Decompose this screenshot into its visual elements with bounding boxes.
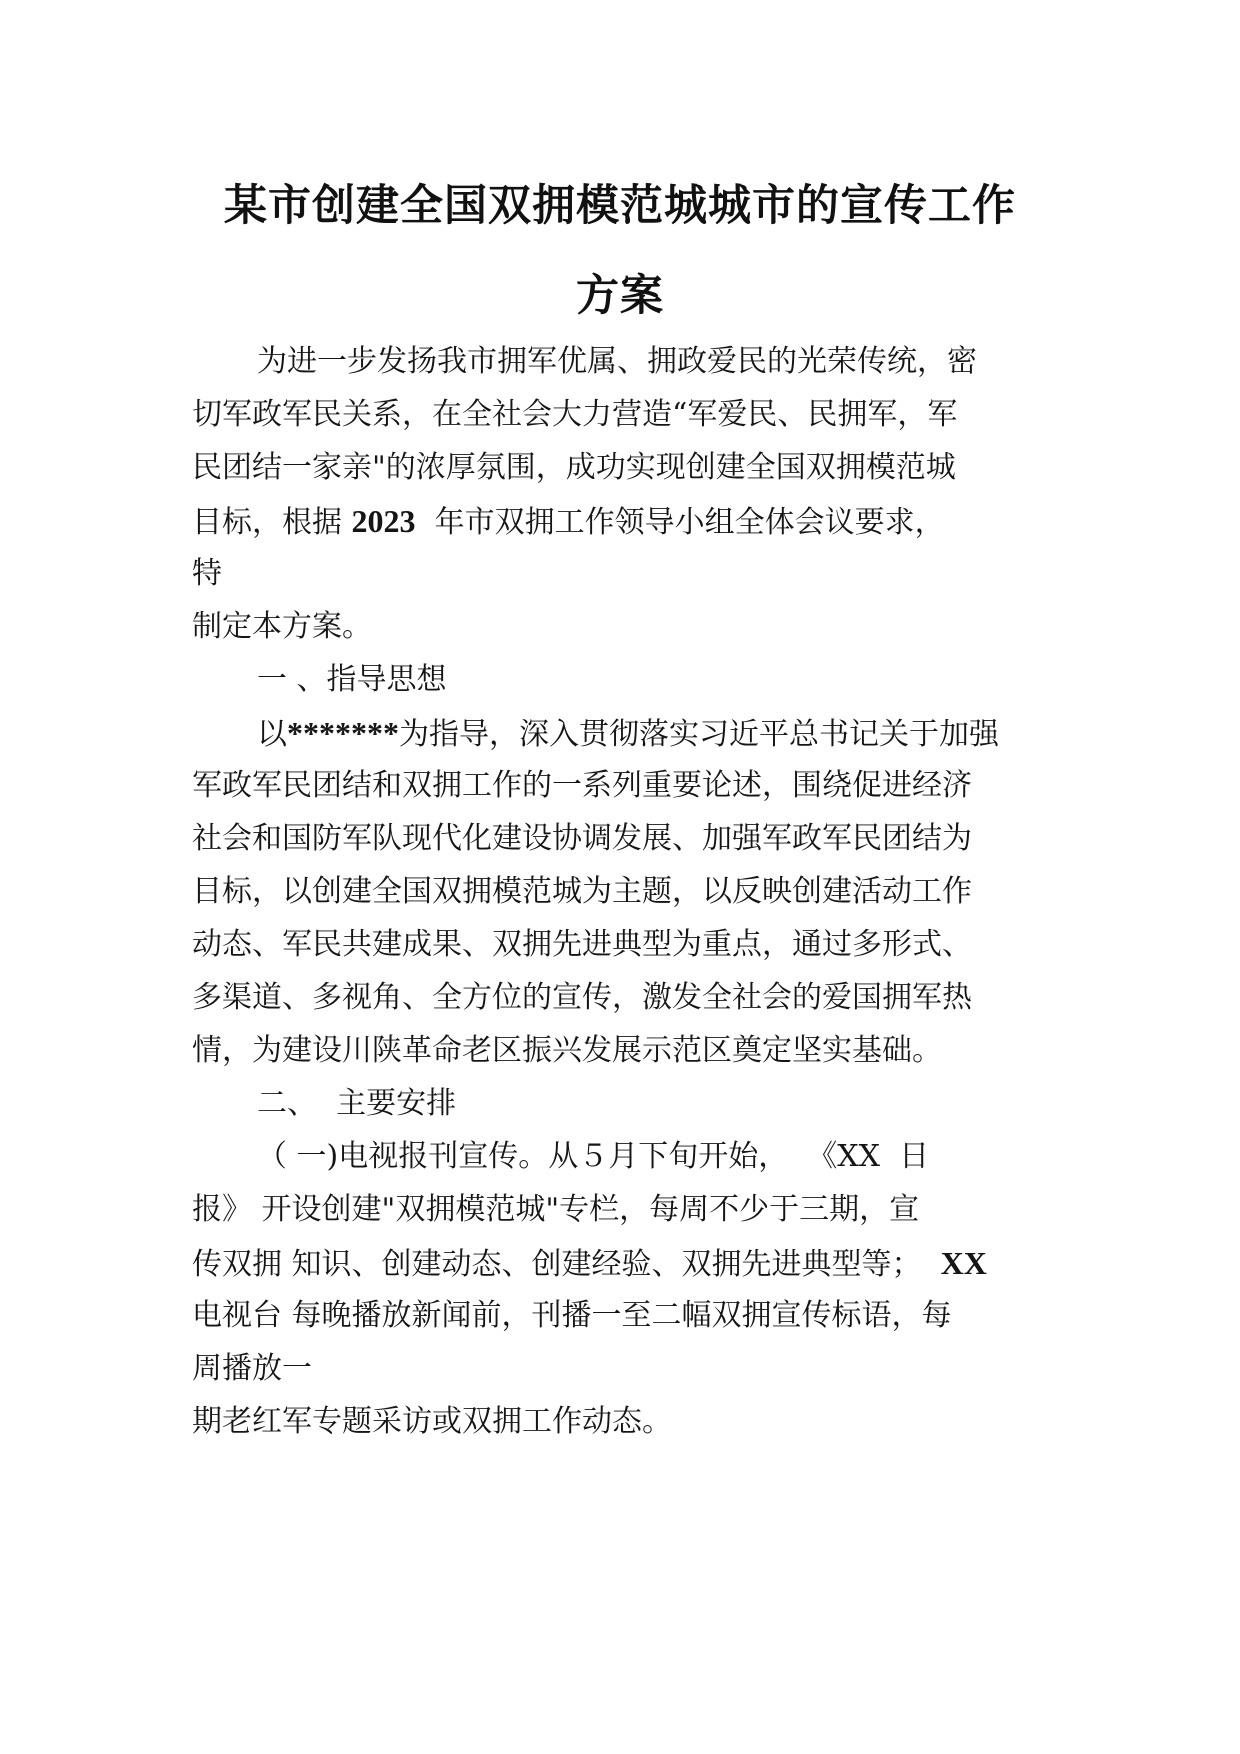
section-1-line-5: 动态、军民共建成果、双拥先进典型为重点，通过多形式、 [192,927,972,962]
section-1-heading: 一 、指导思想 [257,662,447,697]
document-title-line-2: 方案 [576,271,664,321]
section-2-line-2: 报》 开设创建"双拥模范城"专栏，每周不少于三期，宣 [192,1192,920,1227]
section-1-line-2: 军政军民团结和双拥工作的一系列重要论述，围绕促进经济 [192,768,972,803]
section-2-heading: 二、 主要安排 [257,1086,457,1121]
section-2-line-4: 电视台 每晚播放新闻前，刊播一至二幅双拥宣传标语，每 [192,1298,952,1333]
intro-line-6: 制定本方案。 [192,609,372,644]
section-1-line-1-text-rest: 为指导，深入贯彻落实习近平总书记关于加强 [399,717,999,752]
redacted-text: ******* [287,715,399,751]
intro-line-4 [192,501,945,543]
section-2-line-5: 周播放一 [192,1351,312,1386]
intro-line-2: 切军政军民关系，在全社会大力营造“军爱民、民拥军，军 [192,397,958,432]
section-1-line-1 [257,713,999,755]
intro-line-4-text-rest: 年市双拥工作领导小组全体会议要求， [415,505,945,540]
document-title-line-1: 某市创建全国双拥模范城城市的宣传工作 [224,181,1016,231]
intro-line-3: 民团结一家亲"的浓厚氛围，成功实现创建全国双拥模范城 [192,450,956,485]
section-2-line-3 [192,1243,987,1285]
intro-line-4-text: 目标，根据 [192,505,352,540]
year-value: 2023 [351,503,416,539]
section-1-line-3: 社会和国防军队现代化建设协调发展、加强军政军民团结为 [192,821,972,856]
section-2-line-1: （ 一)电视报刊宣传。从５月下旬开始， 《XX 日 [257,1139,930,1174]
section-1-line-4: 目标，以创建全国双拥模范城为主题，以反映创建活动工作 [192,874,972,909]
section-1-line-1-text: 以 [257,717,287,752]
intro-line-1: 为进一步发扬我市拥军优属、拥政爱民的光荣传统，密 [257,344,977,379]
xx-placeholder: XX [940,1245,987,1281]
intro-line-5: 特 [192,556,222,591]
section-1-line-7: 情，为建设川陕革命老区振兴发展示范区奠定坚实基础。 [192,1033,942,1068]
section-1-line-6: 多渠道、多视角、全方位的宣传，激发全社会的爱国拥军热 [192,980,972,1015]
section-2-line-6: 期老红军专题采访或双拥工作动态。 [192,1404,672,1439]
section-2-line-3-text: 传双拥 知识、创建动态、创建经验、双拥先进典型等； [192,1247,941,1282]
